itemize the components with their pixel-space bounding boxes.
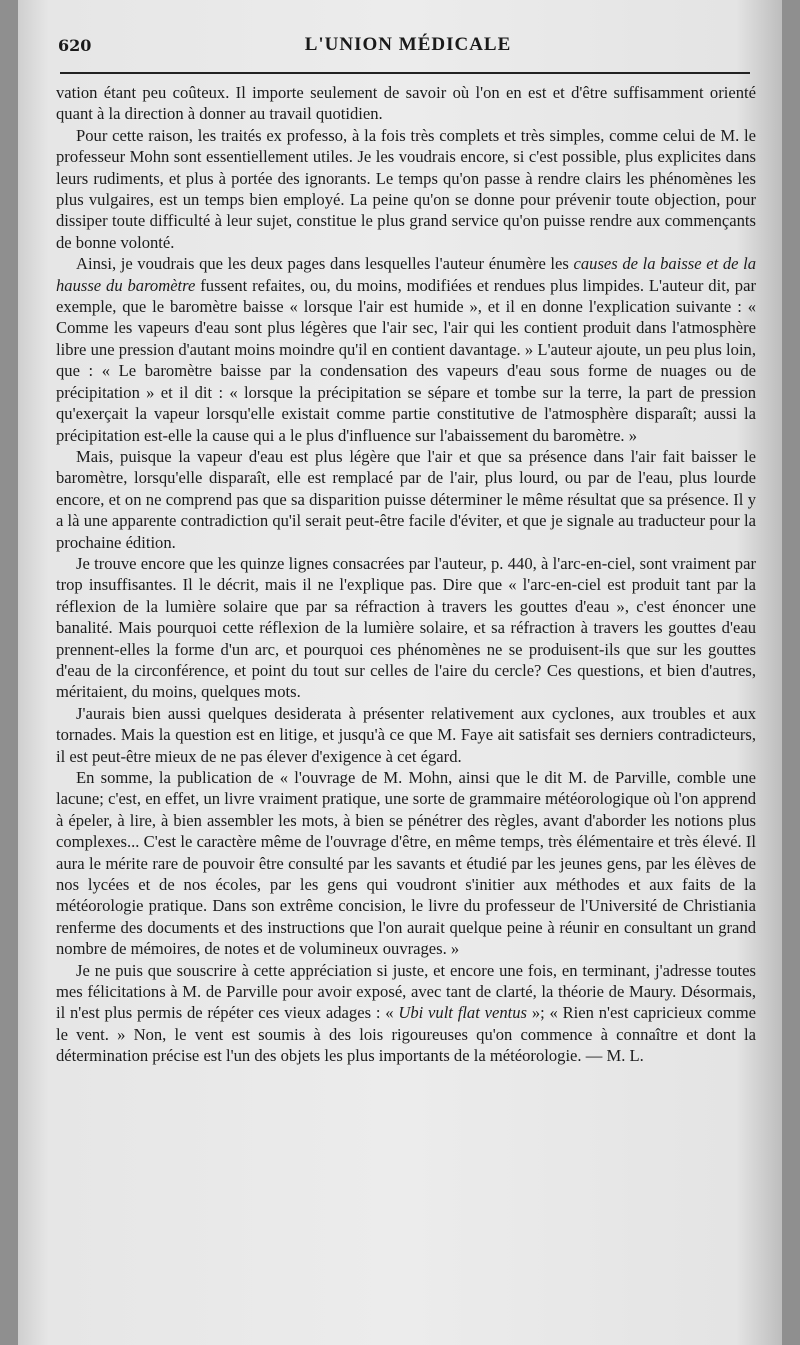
paragraph-1: vation étant peu coûteux. Il importe seulement de savoir où l'on en est et d'être suffisamment orienté quant à la direction à donner au travail quotidien. [56,83,756,124]
paragraph-3 [56,253,756,446]
paragraph-5: Je trouve encore que les quinze lignes consacrées par l'auteur, p. 440, à l'arc-en-ciel, sont vraiment par trop insuffisantes. Il le décrit, mais il ne l'explique pas. Dire que « l'arc-en-ciel est produit tant par la réflexion de la lumière solaire que par sa réfraction à travers les gouttes d'eau », c'est énoncer une banalité. Mais pourquoi cette réflexion de la lumière solaire, et sa réfraction à travers les gouttes d'eau prennent-elles la forme d'un arc, et pourquoi ces phénomènes ne se produisent-ils que sur les gouttes d'eau de la circonférence, et point du tout sur celles de l'aire du cercle? Ces questions, et bien d'autres, méritaient, du moins, quelques mots. [56,553,756,702]
header-rule [60,72,750,74]
paragraph-3-text-a: Ainsi, je voudrais que les deux pages dans lesquelles l'auteur énumère les [76,254,574,274]
paragraph-7: En somme, la publication de « l'ouvrage de M. Mohn, ainsi que le dit M. de Parville, comble une lacune; c'est, en effet, un livre vraiment pratique, une sorte de grammaire météorologique où l'on apprend à épeler, à lire, à bien assembler les mots, à bien se pénétrer des règles, avant d'aborder les notions plus complexes... C'est le caractère même de l'ouvrage d'être, en même temps, très élémentaire et très élevé. Il aura le mérite rare de pouvoir être consulté par les savants et étudié par les jeunes gens, par les élèves de nos lycées et de nos écoles, par les gens qui voudront s'initier aux méthodes et aux faits de la météorologie pratique. Dans son extrême concision, le livre du professeur de l'Université de Christiania renferme des documents et des instructions que l'on aurait quelque peine à réunir en consultant un grand nombre de mémoires, de notes et de volumineux ouvrages. » [56,768,756,959]
paragraph-8-text-b: »; « Rien n'est capricieux comme le vent. » Non, le vent est soumis à des lois rigoureuses qu'on commence à connaître et dont la détermination précise est l'un des objets les plus importants de la météorologie. — M. L. [56,1003,757,1066]
paragraph-3-italic: causes de la baisse et de la hausse du baromètre [56,254,756,295]
page-number: 620 [58,36,92,55]
article-body [56,82,756,1067]
page-header [58,32,758,62]
paragraph-3-text-b: fussent refaites, ou, du moins, modifiées et rendues plus limpides. L'auteur dit, par exemple, que le baromètre baisse « lorsque l'air est humide », et il en donne l'explication suivante : « Comme les vapeurs d'eau sont plus légères que l'air sec, l'air qui les contient produit dans l'atmosphère libre une pression d'autant moins moindre qu'il en contient davantage. » L'auteur ajoute, un peu plus loin, que : « Le baromètre baisse par la condensation des vapeurs d'eau sous forme de nuages ou de précipitation » et il dit : « lorsque la précipitation se sépare et tombe sur la terre, la part de pression qu'exerçait la vapeur lorsqu'elle existait comme partie constitutive de l'atmosphère disparaît; aussi la précipitation est-elle la cause qui a le plus d'influence sur l'abaissement du baromètre. » [56,275,756,445]
paragraph-4: Mais, puisque la vapeur d'eau est plus légère que l'air et que sa présence dans l'air fait baisser le baromètre, lorsqu'elle disparaît, elle est remplacé par de l'air, plus lourd, ou par de l'eau, plus lourde encore, et on ne comprend pas que sa disparition puisse déterminer le même résultat que sa présence. Il y a là une apparente contradiction qu'il serait peut-être facile d'éviter, et que je signale au traducteur pour la prochaine édition. [56,446,756,552]
paragraph-2: Pour cette raison, les traités ex professo, à la fois très complets et très simples, comme celui de M. le professeur Mohn sont essentiellement utiles. Je les voudrais encore, si c'est possible, plus explicites dans leurs rudiments, et plus à portée des ignorants. Le temps qu'on passe à rendre clairs les phénomènes les plus vulgaires, est un temps bien employé. La peine qu'on se donne pour prévenir toute objection, pour dissiper toute difficulté à leur sujet, constitue le plus grand service qu'on puisse rendre aux commençants de bonne volonté. [56,125,756,252]
paragraph-8-text-a: Je ne puis que souscrire à cette appréciation si juste, et encore une fois, en terminant, j'adresse toutes mes félicitations à M. de Parville pour avoir exposé, avec tant de clarté, la théorie de Maury. Désormais, il n'est plus permis de répéter ces vieux adages : « [56,960,756,1023]
journal-page [18,0,782,1345]
paragraph-8 [56,960,756,1067]
journal-title: L'UNION MÉDICALE [304,34,512,55]
paragraph-8-italic: Ubi vult flat ventus [398,1003,528,1023]
paragraph-6: J'aurais bien aussi quelques desiderata à présenter relativement aux cyclones, aux troubles et aux tornades. Mais la question est en litige, et jusqu'à ce que M. Faye ait satisfait ses derniers contradicteurs, il est peut-être mieux de ne pas élever d'exigence à cet égard. [56,703,756,766]
